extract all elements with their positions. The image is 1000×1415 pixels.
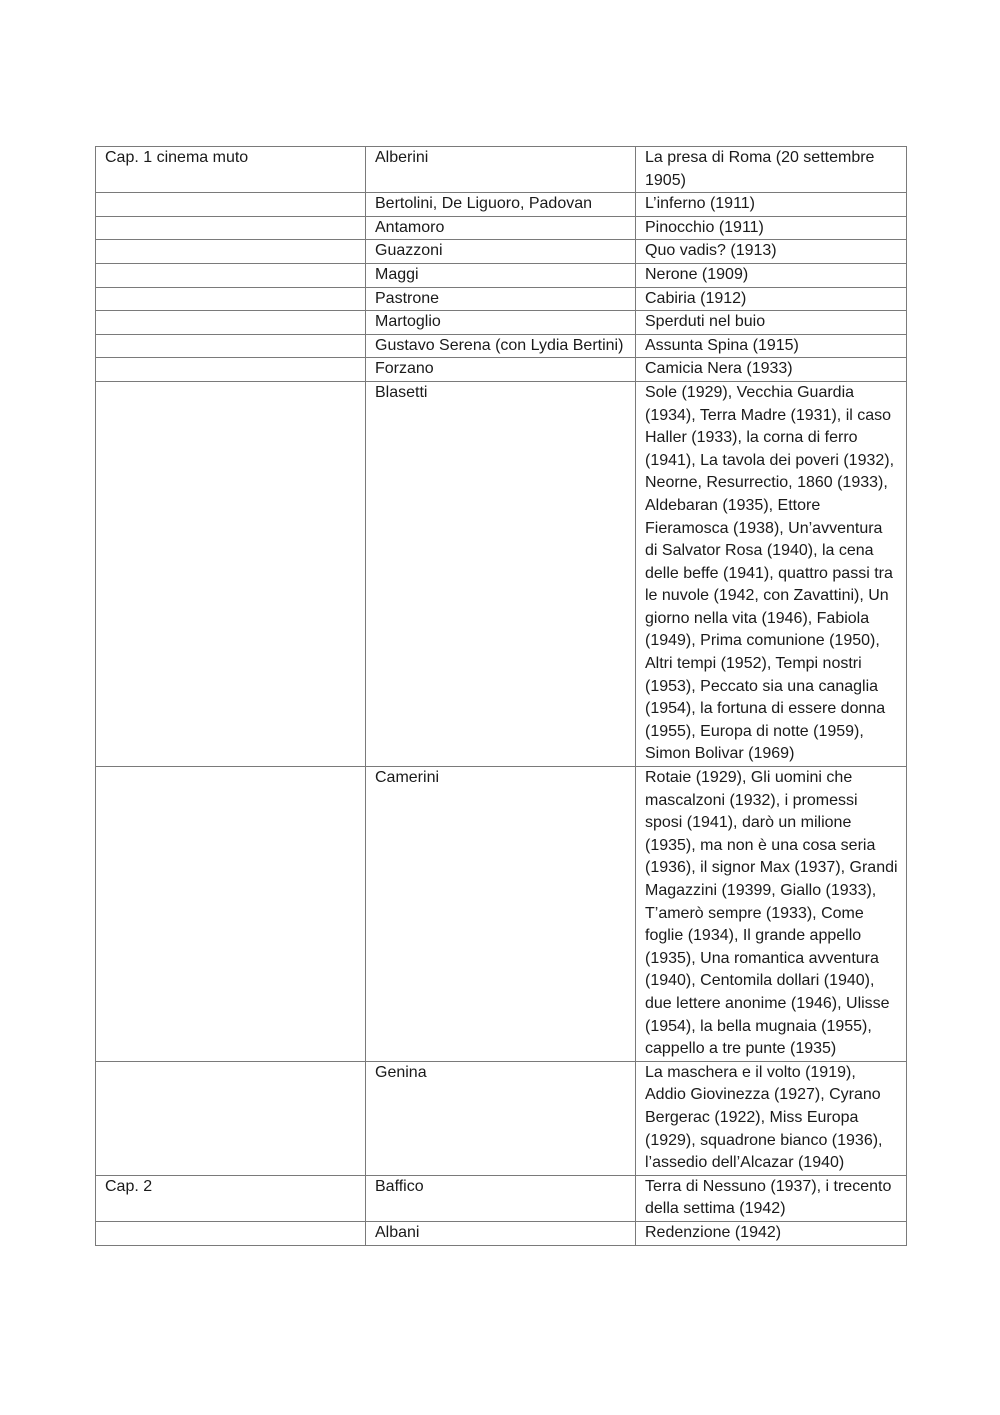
director-cell: Pastrone	[366, 287, 636, 311]
table-row	[96, 358, 907, 382]
chapter-cell	[96, 334, 366, 358]
table-row	[96, 767, 907, 1062]
films-cell: Assunta Spina (1915)	[636, 334, 907, 358]
films-cell: Nerone (1909)	[636, 263, 907, 287]
table-row	[96, 287, 907, 311]
director-cell: Forzano	[366, 358, 636, 382]
films-table	[95, 146, 907, 1246]
chapter-cell	[96, 311, 366, 335]
chapter-cell	[96, 767, 366, 1062]
films-cell: Cabiria (1912)	[636, 287, 907, 311]
director-cell: Martoglio	[366, 311, 636, 335]
chapter-cell	[96, 1221, 366, 1245]
director-cell: Baffico	[366, 1175, 636, 1221]
director-cell: Bertolini, De Liguoro, Padovan	[366, 193, 636, 217]
chapter-cell	[96, 263, 366, 287]
films-cell: Terra di Nessuno (1937), i trecento della settima (1942)	[636, 1175, 907, 1221]
films-cell: Quo vadis? (1913)	[636, 240, 907, 264]
table-row	[96, 147, 907, 193]
table-row	[96, 334, 907, 358]
chapter-cell	[96, 358, 366, 382]
films-cell: La maschera e il volto (1919), Addio Giovinezza (1927), Cyrano Bergerac (1922), Miss Europa (1929), squadrone bianco (1936), l’assedio dell’Alcazar (1940)	[636, 1061, 907, 1175]
director-cell: Gustavo Serena (con Lydia Bertini)	[366, 334, 636, 358]
chapter-cell	[96, 240, 366, 264]
table-row	[96, 1175, 907, 1221]
director-cell: Guazzoni	[366, 240, 636, 264]
director-cell: Camerini	[366, 767, 636, 1062]
films-cell: Rotaie (1929), Gli uomini che mascalzoni (1932), i promessi sposi (1941), darò un milione (1935), ma non è una cosa seria (1936), il signor Max (1937), Grandi Magazzini (19399, Giallo (1933), T’amerò sempre (1933), Come foglie (1934), Il grande appello (1935), Una romantica avventura (1940), Centomila dollari (1940), due lettere anonime (1946), Ulisse (1954), la bella mugnaia (1955), cappello a tre punte (1935)	[636, 767, 907, 1062]
films-cell: Redenzione (1942)	[636, 1221, 907, 1245]
films-cell: La presa di Roma (20 settembre 1905)	[636, 147, 907, 193]
table-row	[96, 216, 907, 240]
director-cell: Albani	[366, 1221, 636, 1245]
chapter-cell	[96, 381, 366, 766]
films-cell: Camicia Nera (1933)	[636, 358, 907, 382]
table-row	[96, 311, 907, 335]
table-row	[96, 381, 907, 766]
table-row	[96, 1221, 907, 1245]
director-cell: Maggi	[366, 263, 636, 287]
chapter-cell: Cap. 1 cinema muto	[96, 147, 366, 193]
chapter-cell	[96, 216, 366, 240]
table-body	[96, 147, 907, 1246]
films-cell: Pinocchio (1911)	[636, 216, 907, 240]
table-row	[96, 1061, 907, 1175]
director-cell: Alberini	[366, 147, 636, 193]
films-cell: Sole (1929), Vecchia Guardia (1934), Terra Madre (1931), il caso Haller (1933), la corna di ferro (1941), La tavola dei poveri (1932), Neorne, Resurrectio, 1860 (1933), Aldebaran (1935), Ettore Fieramosca (1938), Un’avventura di Salvator Rosa (1940), la cena delle beffe (1941), quattro passi tra le nuvole (1942, con Zavattini), Un giorno nella vita (1946), Fabiola (1949), Prima comunione (1950), Altri tempi (1952), Tempi nostri (1953), Peccato sia una canaglia (1954), la fortuna di essere donna (1955), Europa di notte (1959), Simon Bolivar (1969)	[636, 381, 907, 766]
director-cell: Genina	[366, 1061, 636, 1175]
table-row	[96, 240, 907, 264]
chapter-cell	[96, 1061, 366, 1175]
table-row	[96, 263, 907, 287]
director-cell: Antamoro	[366, 216, 636, 240]
chapter-cell: Cap. 2	[96, 1175, 366, 1221]
table-row	[96, 193, 907, 217]
chapter-cell	[96, 193, 366, 217]
chapter-cell	[96, 287, 366, 311]
films-cell: Sperduti nel buio	[636, 311, 907, 335]
director-cell: Blasetti	[366, 381, 636, 766]
films-cell: L’inferno (1911)	[636, 193, 907, 217]
